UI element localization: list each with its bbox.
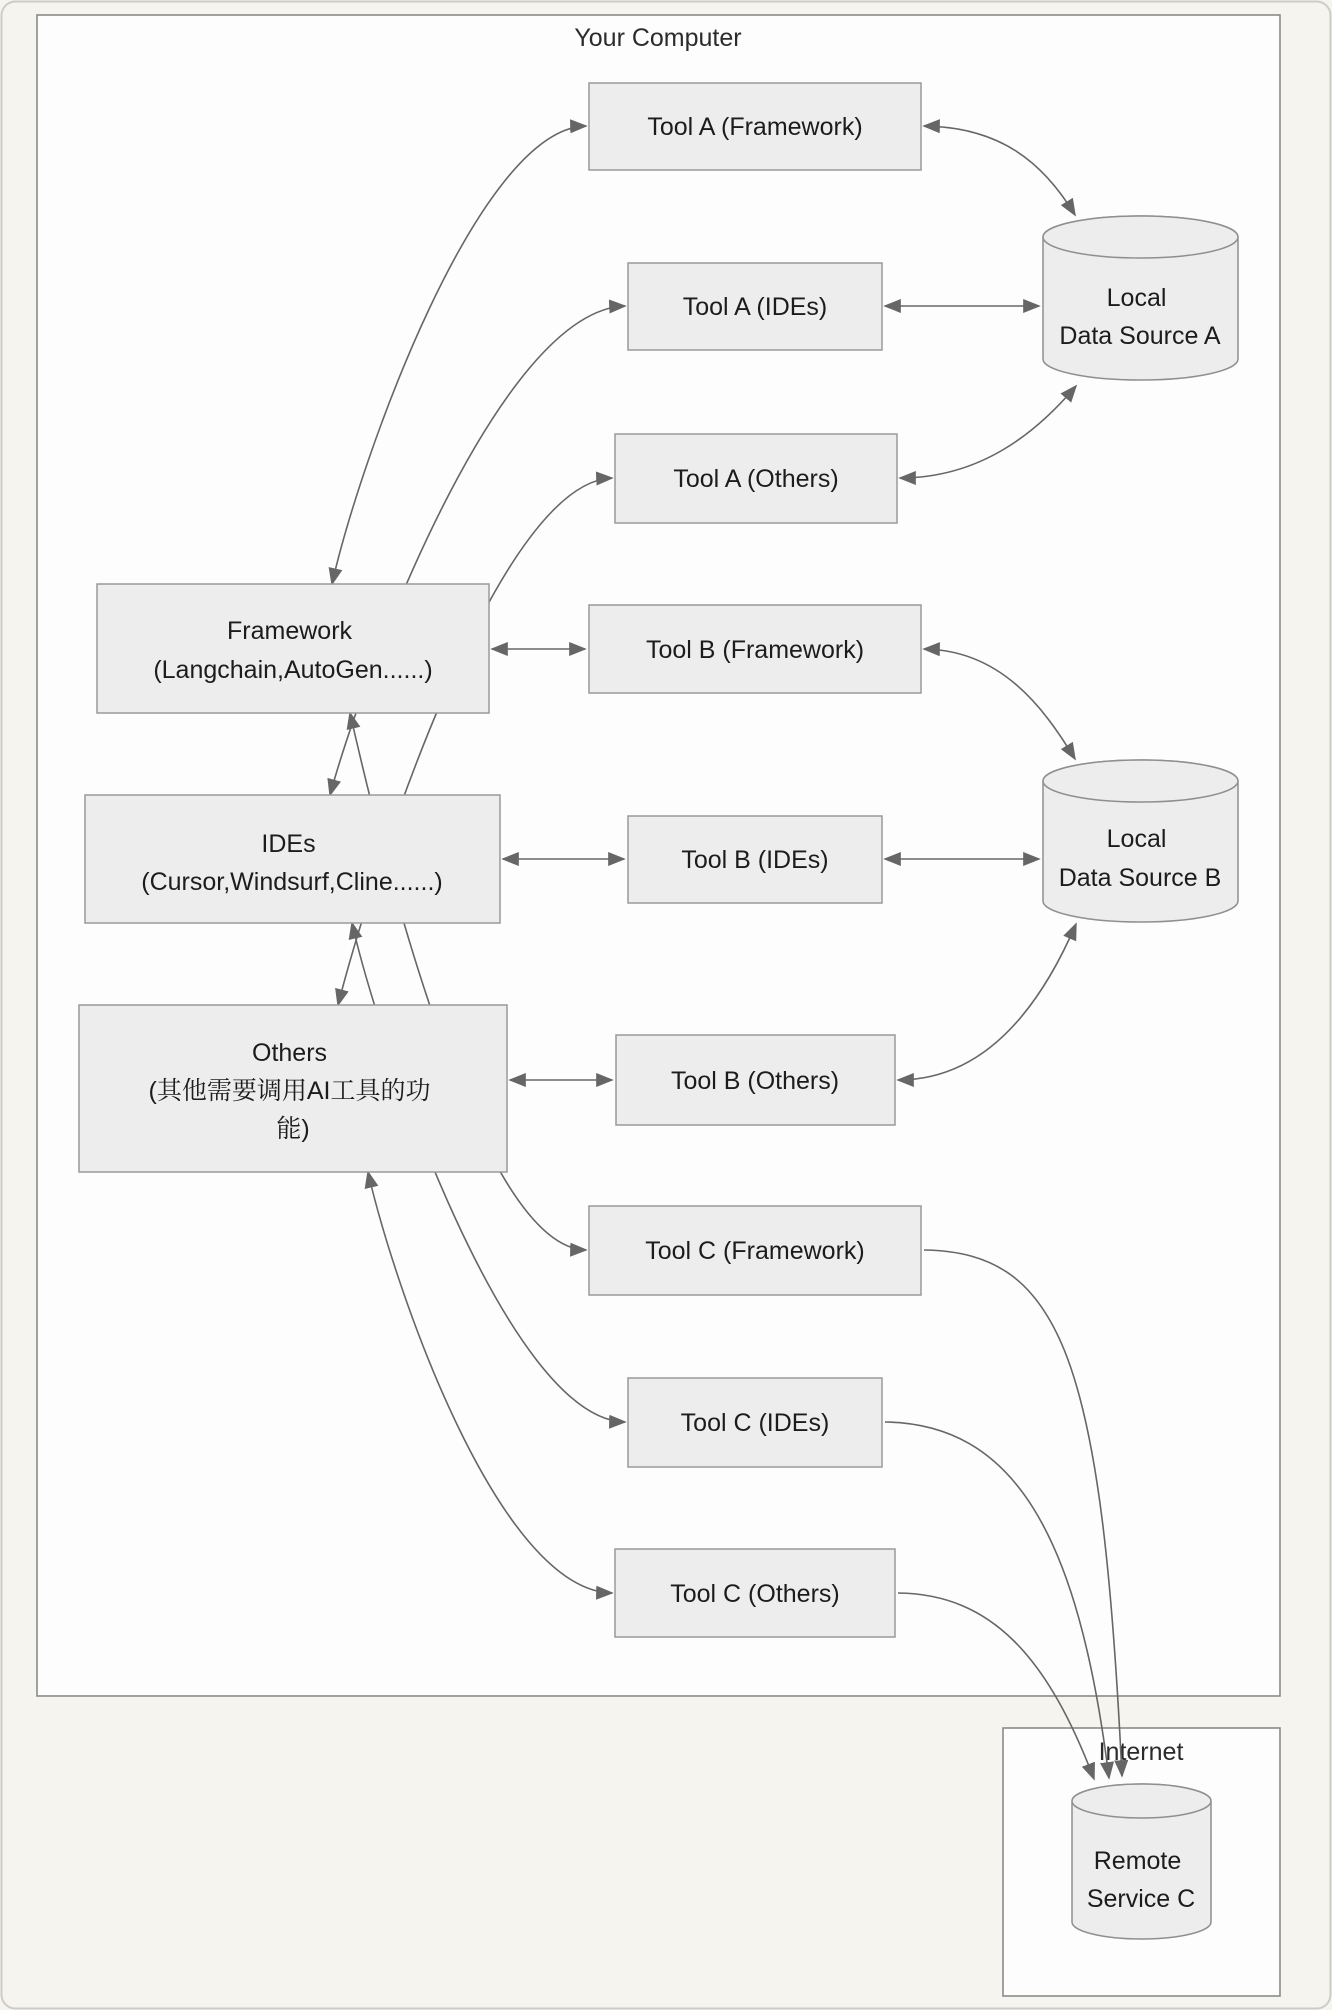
node-remote-service-c (1072, 1784, 1211, 1939)
node-tool-a-ides (628, 263, 882, 350)
others-label: Others (其他需要调用AI工具的功 能) (148, 1039, 431, 1143)
internet-label: Internet (1098, 1738, 1184, 1766)
tool-c-framework-label: Tool C (Framework) (645, 1237, 865, 1265)
datasource-a-cylinder-top (1043, 216, 1238, 258)
tool-a-ides-label: Tool A (IDEs) (682, 293, 828, 321)
node-local-data-source-b (1043, 760, 1238, 922)
node-tool-b-framework (589, 605, 921, 693)
tool-b-others-label: Tool B (Others) (670, 1067, 840, 1095)
node-ides (85, 795, 500, 923)
tool-b-framework-label: Tool B (Framework) (645, 636, 865, 664)
remote-service-c-cylinder-top (1072, 1784, 1211, 1818)
node-others (79, 1005, 507, 1172)
node-tool-c-others (615, 1549, 895, 1637)
datasource-b-cylinder-top (1043, 760, 1238, 802)
tool-a-framework-label: Tool A (Framework) (647, 113, 863, 141)
node-tool-b-others (616, 1035, 895, 1125)
ides-label: IDEs (Cursor,Windsurf,Cline......) (141, 830, 443, 896)
tool-a-others-label: Tool A (Others) (673, 465, 839, 493)
remote-service-c-label: Remote Service C (1086, 1847, 1196, 1913)
node-tool-a-others (615, 434, 897, 523)
node-framework (97, 584, 489, 713)
your-computer-label: Your Computer (574, 24, 742, 52)
datasource-a-label: Local Data Source A (1059, 284, 1221, 350)
node-tool-a-framework (589, 83, 921, 170)
tool-c-ides-label: Tool C (IDEs) (680, 1409, 830, 1437)
framework-label: Framework (Langchain,AutoGen......) (153, 617, 433, 684)
node-tool-c-framework (589, 1206, 921, 1295)
datasource-b-label: Local Data Source B (1058, 825, 1222, 892)
framework-box (97, 584, 489, 713)
node-tool-b-ides (628, 816, 882, 903)
ides-box (85, 795, 500, 923)
node-local-data-source-a (1043, 216, 1238, 380)
node-tool-c-ides (628, 1378, 882, 1467)
tool-b-ides-label: Tool B (IDEs) (681, 846, 829, 874)
tool-c-others-label: Tool C (Others) (670, 1580, 840, 1608)
